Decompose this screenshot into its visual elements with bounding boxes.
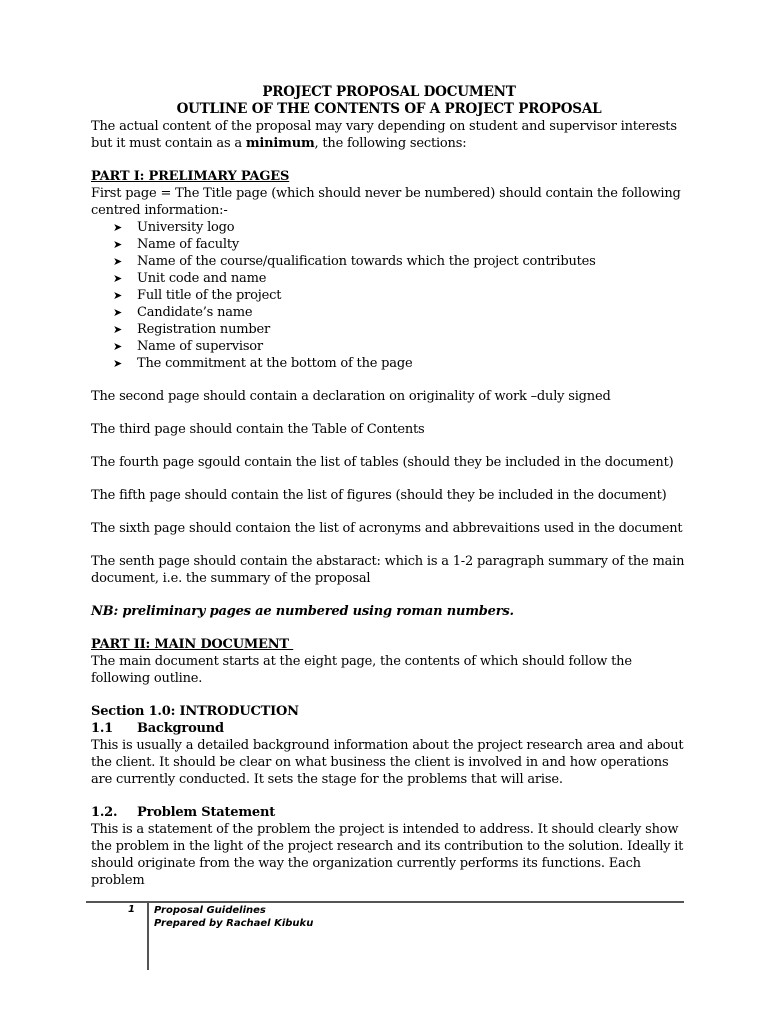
subsection-heading-problem (91, 804, 687, 821)
arrow-bullet-icon: ➤ (113, 272, 123, 285)
subsection-number: 1.1 (91, 721, 114, 736)
footer-line-author: Prepared by Rachael Kibuku (154, 918, 314, 929)
footer-divider (86, 901, 684, 903)
list-item: ➤ Name of the course/qualification towards which the project contributes (113, 254, 596, 269)
nb-note: NB: preliminary pages ae numbered using roman numbers. (91, 604, 514, 619)
document-title: PROJECT PROPOSAL DOCUMENT (262, 84, 516, 100)
footer-vertical-divider (147, 903, 149, 970)
main-document-intro: The main document starts at the eight page, the contents of which should follow the following outline. (91, 654, 632, 686)
intro-text-before: The actual content of the proposal may vary depending on student and supervisor interests but it must contain as a (91, 119, 677, 151)
list-item: ➤ Name of supervisor (113, 339, 263, 354)
document-body (91, 84, 687, 889)
list-item: ➤ Candidate’s name (113, 305, 253, 320)
arrow-bullet-icon: ➤ (113, 323, 123, 336)
intro-text-after: , the following sections: (314, 136, 467, 151)
second-page-paragraph: The second page should contain a declaration on originality of work –duly signed (91, 389, 611, 404)
list-item: ➤ Full title of the project (113, 288, 282, 303)
subsection-title: Problem Statement (137, 805, 276, 820)
arrow-bullet-icon: ➤ (113, 289, 123, 302)
part1-heading: PART I: PRELIMARY PAGES (91, 169, 290, 184)
arrow-bullet-icon: ➤ (113, 340, 123, 353)
intro-bold-word: minimum (245, 136, 315, 151)
fourth-page-paragraph: The fourth page sgould contain the list of tables (should they be included in the document) (91, 455, 674, 470)
footer-text (154, 904, 313, 930)
list-item: ➤ Registration number (113, 322, 271, 337)
document-subtitle: OUTLINE OF THE CONTENTS OF A PROJECT PROPOSAL (176, 101, 602, 117)
problem-statement-paragraph: This is a statement of the problem the project is intended to address. It should clearly show the problem in the light of the project research and its contribution to the solution. Ideally it should originate from the way the organization currently performs its functions. Each problem (91, 822, 684, 888)
list-item: ➤ Name of faculty (113, 237, 239, 252)
part2-heading: PART II: MAIN DOCUMENT (91, 637, 294, 652)
footer-line-title: Proposal Guidelines (154, 905, 266, 916)
subsection-number: 1.2. (91, 805, 118, 820)
list-item: ➤ University logo (113, 220, 235, 235)
arrow-bullet-icon: ➤ (113, 357, 123, 370)
fifth-page-paragraph: The fifth page should contain the list of figures (should they be included in the document) (91, 488, 667, 503)
subsection-heading-background (91, 720, 687, 737)
intro-paragraph (91, 118, 687, 152)
list-item: ➤ Unit code and name (113, 271, 267, 286)
title-page-list (91, 219, 687, 372)
page-number: 1 (128, 904, 135, 915)
list-item: ➤ The commitment at the bottom of the page (113, 356, 413, 371)
third-page-paragraph: The third page should contain the Table of Contents (91, 422, 425, 437)
section-heading: Section 1.0: INTRODUCTION (91, 704, 299, 719)
background-paragraph: This is usually a detailed background information about the project research area and about the client. It should be clear on what business the client is involved in and how operations are currently conducted. It sets the stage for the problems that will arise. (91, 738, 684, 787)
first-page-paragraph: First page = The Title page (which should never be numbered) should contain the following centred information:- (91, 186, 681, 218)
seventh-page-paragraph: The senth page should contain the abstaract: which is a 1-2 paragraph summary of the main document, i.e. the summary of the proposal (91, 554, 685, 586)
arrow-bullet-icon: ➤ (113, 221, 123, 234)
sixth-page-paragraph: The sixth page should contaion the list of acronyms and abbrevaitions used in the document (91, 521, 683, 536)
arrow-bullet-icon: ➤ (113, 238, 123, 251)
arrow-bullet-icon: ➤ (113, 306, 123, 319)
arrow-bullet-icon: ➤ (113, 255, 123, 268)
subsection-title: Background (137, 721, 224, 736)
